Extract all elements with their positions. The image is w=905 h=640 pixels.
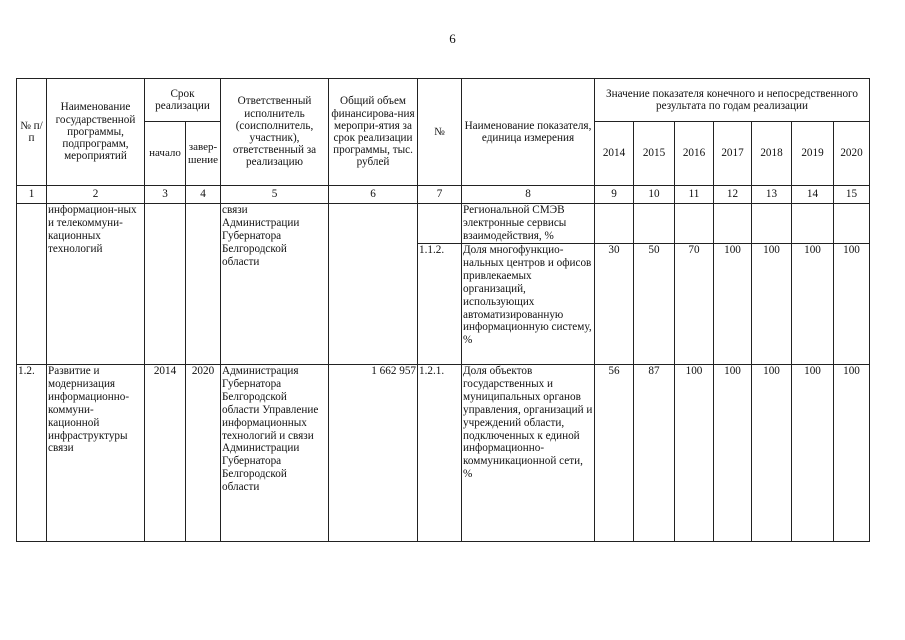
column-number: 15	[834, 186, 870, 204]
column-number: 11	[675, 186, 714, 204]
column-number: 1	[17, 186, 47, 204]
row-program-name: информацион-ных и телекоммуни-кационных технологий	[47, 204, 145, 365]
row-responsible: Администрация Губернатора Белгородской области Управление информационных технологий и связи Администрации Губернатора Белгородской области	[221, 365, 329, 542]
header-year: 2017	[714, 122, 752, 186]
indicator-value	[792, 204, 834, 244]
row-financing: 1 662 957	[329, 365, 418, 542]
indicator-no: 1.1.2.	[418, 244, 462, 365]
indicator-value: 100	[714, 365, 752, 542]
column-number: 13	[752, 186, 792, 204]
column-number: 4	[186, 186, 221, 204]
indicator-value	[714, 204, 752, 244]
indicator-value: 100	[792, 244, 834, 365]
table-row	[17, 365, 870, 542]
column-number: 3	[145, 186, 186, 204]
indicator-no	[418, 204, 462, 244]
indicator-value: 70	[675, 244, 714, 365]
indicator-value	[834, 204, 870, 244]
column-number: 10	[634, 186, 675, 204]
row-no: 1.2.	[17, 365, 47, 542]
row-program-name: Развитие и модернизация информационно-коммуни-кационной инфраструктуры связи	[47, 365, 145, 542]
indicator-value: 100	[752, 244, 792, 365]
row-start	[145, 204, 186, 365]
page-number: 6	[449, 31, 456, 46]
indicator-value	[675, 204, 714, 244]
indicator-name: Доля объектов государственных и муниципальных органов управления, организаций и учреждений области, подключенных к единой информационно-коммуникационной сети, %	[462, 365, 595, 542]
indicator-no: 1.2.1.	[418, 365, 462, 542]
header-year: 2016	[675, 122, 714, 186]
indicator-value	[634, 204, 675, 244]
header-year: 2019	[792, 122, 834, 186]
header-term-start: начало	[145, 122, 186, 186]
header-row-top	[17, 79, 870, 122]
row-responsible: связи Администрации Губернатора Белгородской области	[221, 204, 329, 365]
header-year: 2020	[834, 122, 870, 186]
header-financing: Общий объем финансирова-ния меропри-ятия за срок реализации программы, тыс. рублей	[329, 79, 418, 186]
indicator-value: 100	[752, 365, 792, 542]
row-financing	[329, 204, 418, 365]
indicator-value: 100	[675, 365, 714, 542]
column-number: 2	[47, 186, 145, 204]
indicator-value: 50	[634, 244, 675, 365]
header-year: 2014	[595, 122, 634, 186]
row-start: 2014	[145, 365, 186, 542]
indicator-value: 100	[834, 244, 870, 365]
indicator-name: Доля многофункцио-нальных центров и офисов привлекаемых организаций, использующих автоматизированную информационную систему, %	[462, 244, 595, 365]
column-number: 6	[329, 186, 418, 204]
header-responsible: Ответственный исполнитель (соисполнитель, участник), ответственный за реализацию	[221, 79, 329, 186]
column-number: 9	[595, 186, 634, 204]
header-year: 2015	[634, 122, 675, 186]
header-indicator-no: №	[418, 79, 462, 186]
header-no: № п/п	[17, 79, 47, 186]
column-number: 8	[462, 186, 595, 204]
column-number: 7	[418, 186, 462, 204]
indicator-value	[752, 204, 792, 244]
table-row	[17, 204, 870, 244]
indicator-value: 100	[714, 244, 752, 365]
indicator-value: 100	[834, 365, 870, 542]
header-term-end: завер-шение	[186, 122, 221, 186]
column-number: 14	[792, 186, 834, 204]
column-number: 12	[714, 186, 752, 204]
indicator-value: 100	[792, 365, 834, 542]
program-table	[16, 78, 870, 542]
header-year: 2018	[752, 122, 792, 186]
row-end: 2020	[186, 365, 221, 542]
row-end	[186, 204, 221, 365]
indicator-value: 30	[595, 244, 634, 365]
indicator-value: 87	[634, 365, 675, 542]
header-term: Срок реализации	[145, 79, 221, 122]
column-number: 5	[221, 186, 329, 204]
header-program-name: Наименование государственной программы, подпрограмм, мероприятий	[47, 79, 145, 186]
column-number-row	[17, 186, 870, 204]
row-no	[17, 204, 47, 365]
indicator-name: Региональной СМЭВ электронные сервисы взаимодействия, %	[462, 204, 595, 244]
indicator-value: 56	[595, 365, 634, 542]
header-values-group: Значение показателя конечного и непосредственного результата по годам реализации	[595, 79, 870, 122]
indicator-value	[595, 204, 634, 244]
header-indicator-name: Наименование показателя, единица измерения	[462, 79, 595, 186]
